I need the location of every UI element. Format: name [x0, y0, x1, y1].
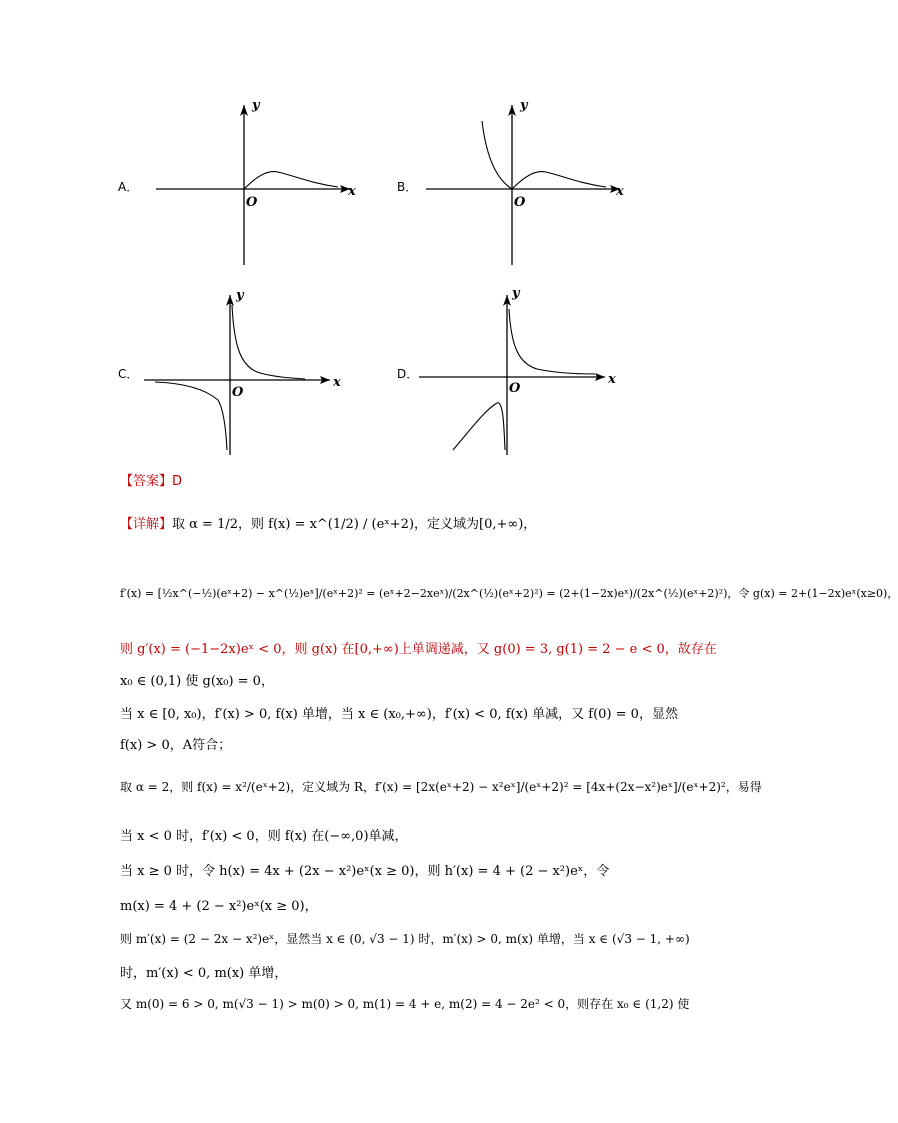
option-b-label: B． [397, 180, 418, 194]
graph-c [140, 285, 350, 465]
origin-label: O [232, 385, 244, 400]
x-axis-label: x [608, 372, 616, 387]
answer-bracket: 【答案】 [120, 474, 173, 489]
solution-text: 取 α = 1/2，则 f(x) = x^(1/2) / (eˣ+2)，定义域为[0,+∞)， [172, 517, 537, 532]
graph-b [420, 95, 630, 270]
solution-line-9: 当 x ≥ 0 时，令 h(x) = 4x + (2x − x²)eˣ(x ≥ 0)，则 h′(x) = 4 + (2 − x²)eˣ，令 [120, 864, 610, 879]
solution-line-2: f′(x) = [½x^(−½)(eˣ+2) − x^(½)eˣ]/(eˣ+2)² = (eˣ+2−2xeˣ)/(2x^(½)(eˣ+2)²) = (2+(1−2x)eˣ)/(2x^(½)(eˣ+2)²)，令 g(x) = 2+(1−2x)eˣ(x≥0)， [120, 587, 898, 600]
option-d-label: D． [397, 367, 419, 381]
answer-value: D [172, 474, 183, 489]
graph-a [150, 95, 360, 270]
x-axis-label: x [348, 184, 356, 199]
solution-line-12: 时，m′(x) < 0, m(x) 单增， [120, 966, 288, 981]
solution-line-6: f(x) > 0，A符合； [120, 738, 232, 753]
solution-line-3: 则 g′(x) = (−1−2x)eˣ < 0，则 g(x) 在[0,+∞)上单调递减，又 g(0) = 3, g(1) = 2 − e < 0，故存在 [120, 642, 717, 657]
y-axis-label: y [252, 98, 260, 113]
solution-line-10: m(x) = 4 + (2 − x²)eˣ(x ≥ 0)， [120, 899, 318, 914]
solution-line-8: 当 x < 0 时，f′(x) < 0，则 f(x) 在(−∞,0)单减， [120, 829, 408, 844]
y-axis-label: y [520, 98, 528, 113]
answer-line [120, 470, 182, 489]
solution-line-11: 则 m′(x) = (2 − 2x − x²)eˣ，显然当 x ∈ (0, √3 − 1) 时，m′(x) > 0, m(x) 单增，当 x ∈ (√3 − 1, +∞) [120, 932, 690, 946]
origin-label: O [246, 195, 258, 210]
solution-line-1 [120, 513, 536, 532]
solution-line-7: 取 α = 2，则 f(x) = x²/(eˣ+2)，定义域为 R，f′(x) = [2x(eˣ+2) − x²eˣ]/(eˣ+2)² = [4x+(2x−x²)eˣ]/(eˣ+2)²，易得 [120, 780, 762, 794]
solution-line-5: 当 x ∈ [0, x₀)，f′(x) > 0, f(x) 单增，当 x ∈ (x₀,+∞)，f′(x) < 0, f(x) 单减，又 f(0) = 0，显然 [120, 707, 678, 722]
solution-line-13: 又 m(0) = 6 > 0, m(√3 − 1) > m(0) > 0, m(1) = 4 + e, m(2) = 4 − 2e² < 0，则存在 x₀ ∈ (1,2) 使 [120, 997, 690, 1011]
origin-label: O [509, 381, 521, 396]
y-axis-label: y [236, 288, 244, 303]
option-a-label: A． [118, 180, 139, 194]
origin-label: O [514, 195, 526, 210]
solution-line-4: x₀ ∈ (0,1) 使 g(x₀) = 0， [120, 674, 274, 689]
x-axis-label: x [333, 375, 341, 390]
y-axis-label: y [512, 286, 520, 301]
option-c-label: C． [118, 367, 139, 381]
graph-d [415, 285, 625, 465]
x-axis-label: x [616, 184, 624, 199]
solution-bracket: 【详解】 [120, 517, 173, 532]
